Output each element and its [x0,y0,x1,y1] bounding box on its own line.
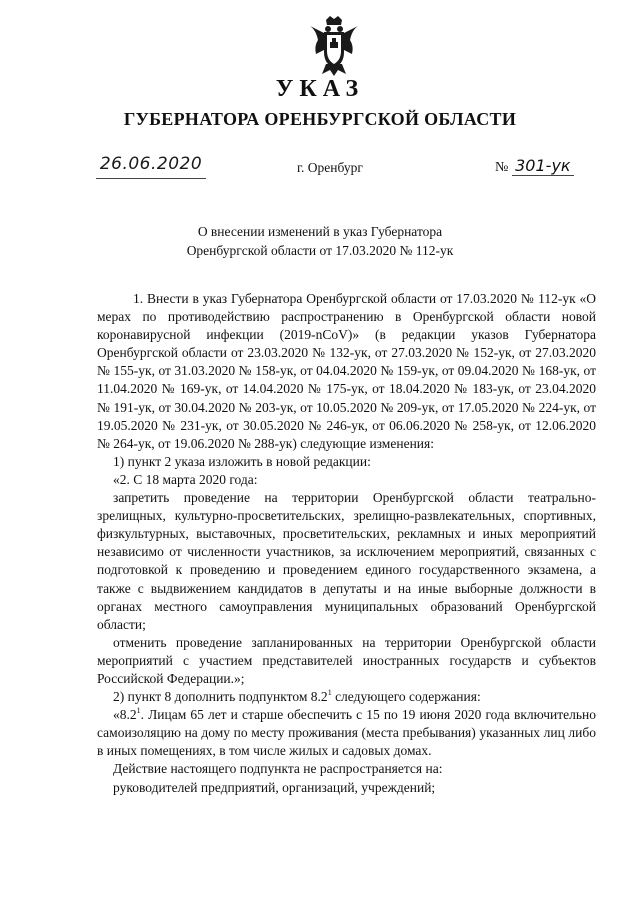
paragraph-7-text-a: «8.2 [113,707,137,723]
paragraph-1: 1. Внести в указ Губернатора Оренбургской области от 17.03.2020 № 112-ук «О мерах по противодействию распространению в Оренбургской области новой коронавирусной инфекции (2019-nCoV)» (в редакции указов Губернатора Оренбургской области от 23.03.2020 № 132-ук, от 27.03.2020 № 152-ук, от 27.03.2020 № 155-ук, от 31.03.2020 № 158-ук, от 04.04.2020 № 159-ук, от 09.04.2020 № 168-ук, от 11.04.2020 № 169-ук, от 14.04.2020 № 175-ук, от 18.04.2020 № 183-ук, от 23.04.2020 № 191-ук, от 30.04.2020 № 203-ук, от 10.05.2020 № 209-ук, от 17.05.2020 № 224-ук, от 19.05.2020 № 231-ук, от 30.05.2020 № 246-ук, от 06.06.2020 № 258-ук, от 12.06.2020 № 264-ук, от 19.06.2020 № 288-ук) следующие изменения: [97,291,596,451]
paragraph-2: 1) пункт 2 указа изложить в новой редакции: [113,453,371,469]
paragraph-6-sup: 1 [327,688,332,698]
paragraph-4: запретить проведение на территории Оренбургской области театрально-зрелищных, культурно-просветительских, зрелищно-развлекательных, спортивных, физкультурных, выставочных, просветительских, рекламных и иных мероприятий независимо от численности участников, за исключением мероприятий, связанных с подготовкой к проведению и проведением единого государственного экзамена, а также с выдвижением кандидатов в депутаты и на иные выборные должности в органах местного самоуправления муниципальных образований Оренбургской области; [97,490,596,632]
paragraph-6-text-a: 2) пункт 8 дополнить подпунктом 8.2 [113,689,328,705]
paragraph-6-text-b: следующего содержания: [331,689,481,705]
paragraph-5: отменить проведение запланированных на территории Оренбургской области мероприятий с участием представителей иностранных государств и субъектов Российской Федерации.»; [97,634,596,686]
decree-subject [0,222,640,260]
paragraph-7-sup: 1 [136,706,141,716]
decree-number-block [495,156,574,180]
decree-city: г. Оренбург [297,160,363,175]
coat-of-arms-icon [306,14,362,78]
paragraph-7 [97,706,596,760]
paragraph-6 [97,688,596,706]
decree-date: 26.06.2020 [96,154,206,179]
decree-body [97,290,596,797]
paragraph-3: «2. С 18 марта 2020 года: [113,471,258,487]
decree-number: 301-ук [512,156,574,176]
paragraph-7-text-b: . Лицам 65 лет и старше обеспечить с 15 по 19 июня 2020 года включительно самоизоляцию на дому по месту проживания (места пребывания) указанных лиц либо в иных помещениях, в том числе жилых и садовых домах. [97,707,596,759]
paragraph-8: Действие настоящего подпункта не распространяется на: [113,761,443,777]
paragraph-9: руководителей предприятий, организаций, учреждений; [113,779,436,795]
decree-title: УКАЗ [275,76,365,102]
number-label: № [495,160,509,175]
decree-subtitle: ГУБЕРНАТОРА ОРЕНБУРГСКОЙ ОБЛАСТИ [123,109,517,129]
subject-line-2: Оренбургской области от 17.03.2020 № 112-ук [186,243,454,258]
subject-line-1: О внесении изменений в указ Губернатора [197,224,443,239]
